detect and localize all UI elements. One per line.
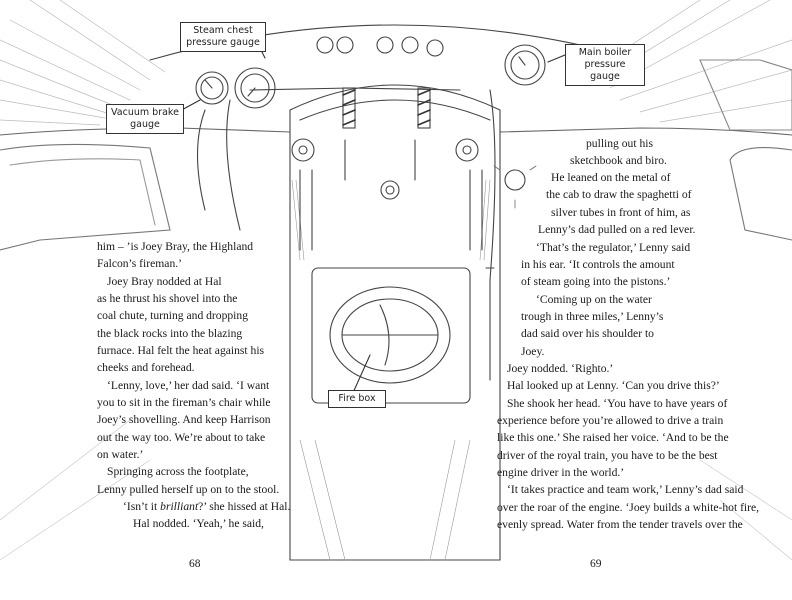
text-line: Joey’s shovelling. And keep Harrison bbox=[97, 413, 271, 426]
vacuum-brake-gauge-label: Vacuum brake gauge bbox=[106, 104, 184, 134]
main-boiler-gauge-label: Main boiler pressure gauge bbox=[565, 44, 645, 86]
text-line: ‘Coming up on the water bbox=[536, 293, 652, 306]
text-line: furnace. Hal felt the heat against his bbox=[97, 344, 265, 357]
text-line: evenly spread. Water from the tender travels over the bbox=[497, 518, 743, 531]
fire-box-label: Fire box bbox=[328, 390, 386, 408]
steam-chest-gauge-drawing bbox=[235, 68, 275, 108]
text-line: Hal looked up at Lenny. ‘Can you drive this?’ bbox=[507, 379, 720, 392]
text-line: in his ear. ‘It controls the amount bbox=[521, 258, 675, 271]
text-line: engine driver in the world.’ bbox=[497, 466, 625, 479]
text-line: the cab to draw the spaghetti of bbox=[546, 188, 692, 201]
text-line: ‘Lenny, love,’ her dad said. ‘I want bbox=[107, 379, 270, 392]
steam-chest-gauge-label: Steam chest pressure gauge bbox=[180, 22, 266, 52]
text-line: Lenny pulled herself up on to the stool. bbox=[97, 483, 280, 496]
text-line: Joey. bbox=[521, 345, 545, 358]
text-line: cheeks and forehead. bbox=[97, 361, 195, 374]
text-line: him – ’is Joey Bray, the Highland bbox=[97, 240, 254, 253]
text-line: you to sit in the fireman’s chair while bbox=[97, 396, 271, 409]
text-line: experience before you’re allowed to drive a train bbox=[497, 414, 724, 427]
emphasis-brilliant: brilliant bbox=[160, 500, 199, 513]
text-line: of steam going into the pistons.’ bbox=[521, 275, 671, 288]
text-line: trough in three miles,’ Lenny’s bbox=[521, 310, 664, 323]
text-line: over the roar of the engine. ‘Joey builds a white-hot fire, bbox=[497, 501, 760, 514]
text-line: Lenny’s dad pulled on a red lever. bbox=[538, 223, 696, 236]
page-number-left: 68 bbox=[189, 558, 201, 570]
text-line: ‘That’s the regulator,’ Lenny said bbox=[536, 241, 691, 254]
text-line: out the way too. We’re about to take bbox=[97, 431, 266, 444]
text-line: ‘Isn’t it brilliant?’ she hissed at Hal. bbox=[123, 500, 291, 513]
text-line: ‘It takes practice and team work,’ Lenny’s dad said bbox=[507, 483, 744, 496]
page-number-right: 69 bbox=[590, 558, 602, 570]
text-line: He leaned on the metal of bbox=[551, 171, 671, 184]
text-line: sketchbook and biro. bbox=[570, 154, 667, 167]
text-line: on water.’ bbox=[97, 448, 144, 461]
vacuum-brake-gauge-drawing bbox=[196, 72, 228, 104]
text-line: dad said over his shoulder to bbox=[521, 327, 654, 340]
text-line: silver tubes in front of him, as bbox=[551, 206, 691, 219]
text-line: driver of the royal train, you have to be the best bbox=[497, 449, 718, 462]
main-boiler-gauge-drawing bbox=[505, 45, 545, 85]
text-line: Hal nodded. ‘Yeah,’ he said, bbox=[133, 517, 264, 530]
text-line: pulling out his bbox=[586, 137, 653, 150]
text-line: Joey Bray nodded at Hal bbox=[107, 275, 222, 288]
text-line: as he thrust his shovel into the bbox=[97, 292, 238, 305]
text-line: Springing across the footplate, bbox=[107, 465, 249, 478]
text-line: She shook her head. ‘You have to have years of bbox=[507, 397, 728, 410]
text-line: coal chute, turning and dropping bbox=[97, 309, 249, 322]
text-line: like this one.’ She raised her voice. ‘And to be the bbox=[497, 431, 729, 444]
text-line: Falcon’s fireman.’ bbox=[97, 257, 182, 270]
text-line: the black rocks into the blazing bbox=[97, 327, 243, 340]
text-line: Joey nodded. ‘Righto.’ bbox=[507, 362, 614, 375]
